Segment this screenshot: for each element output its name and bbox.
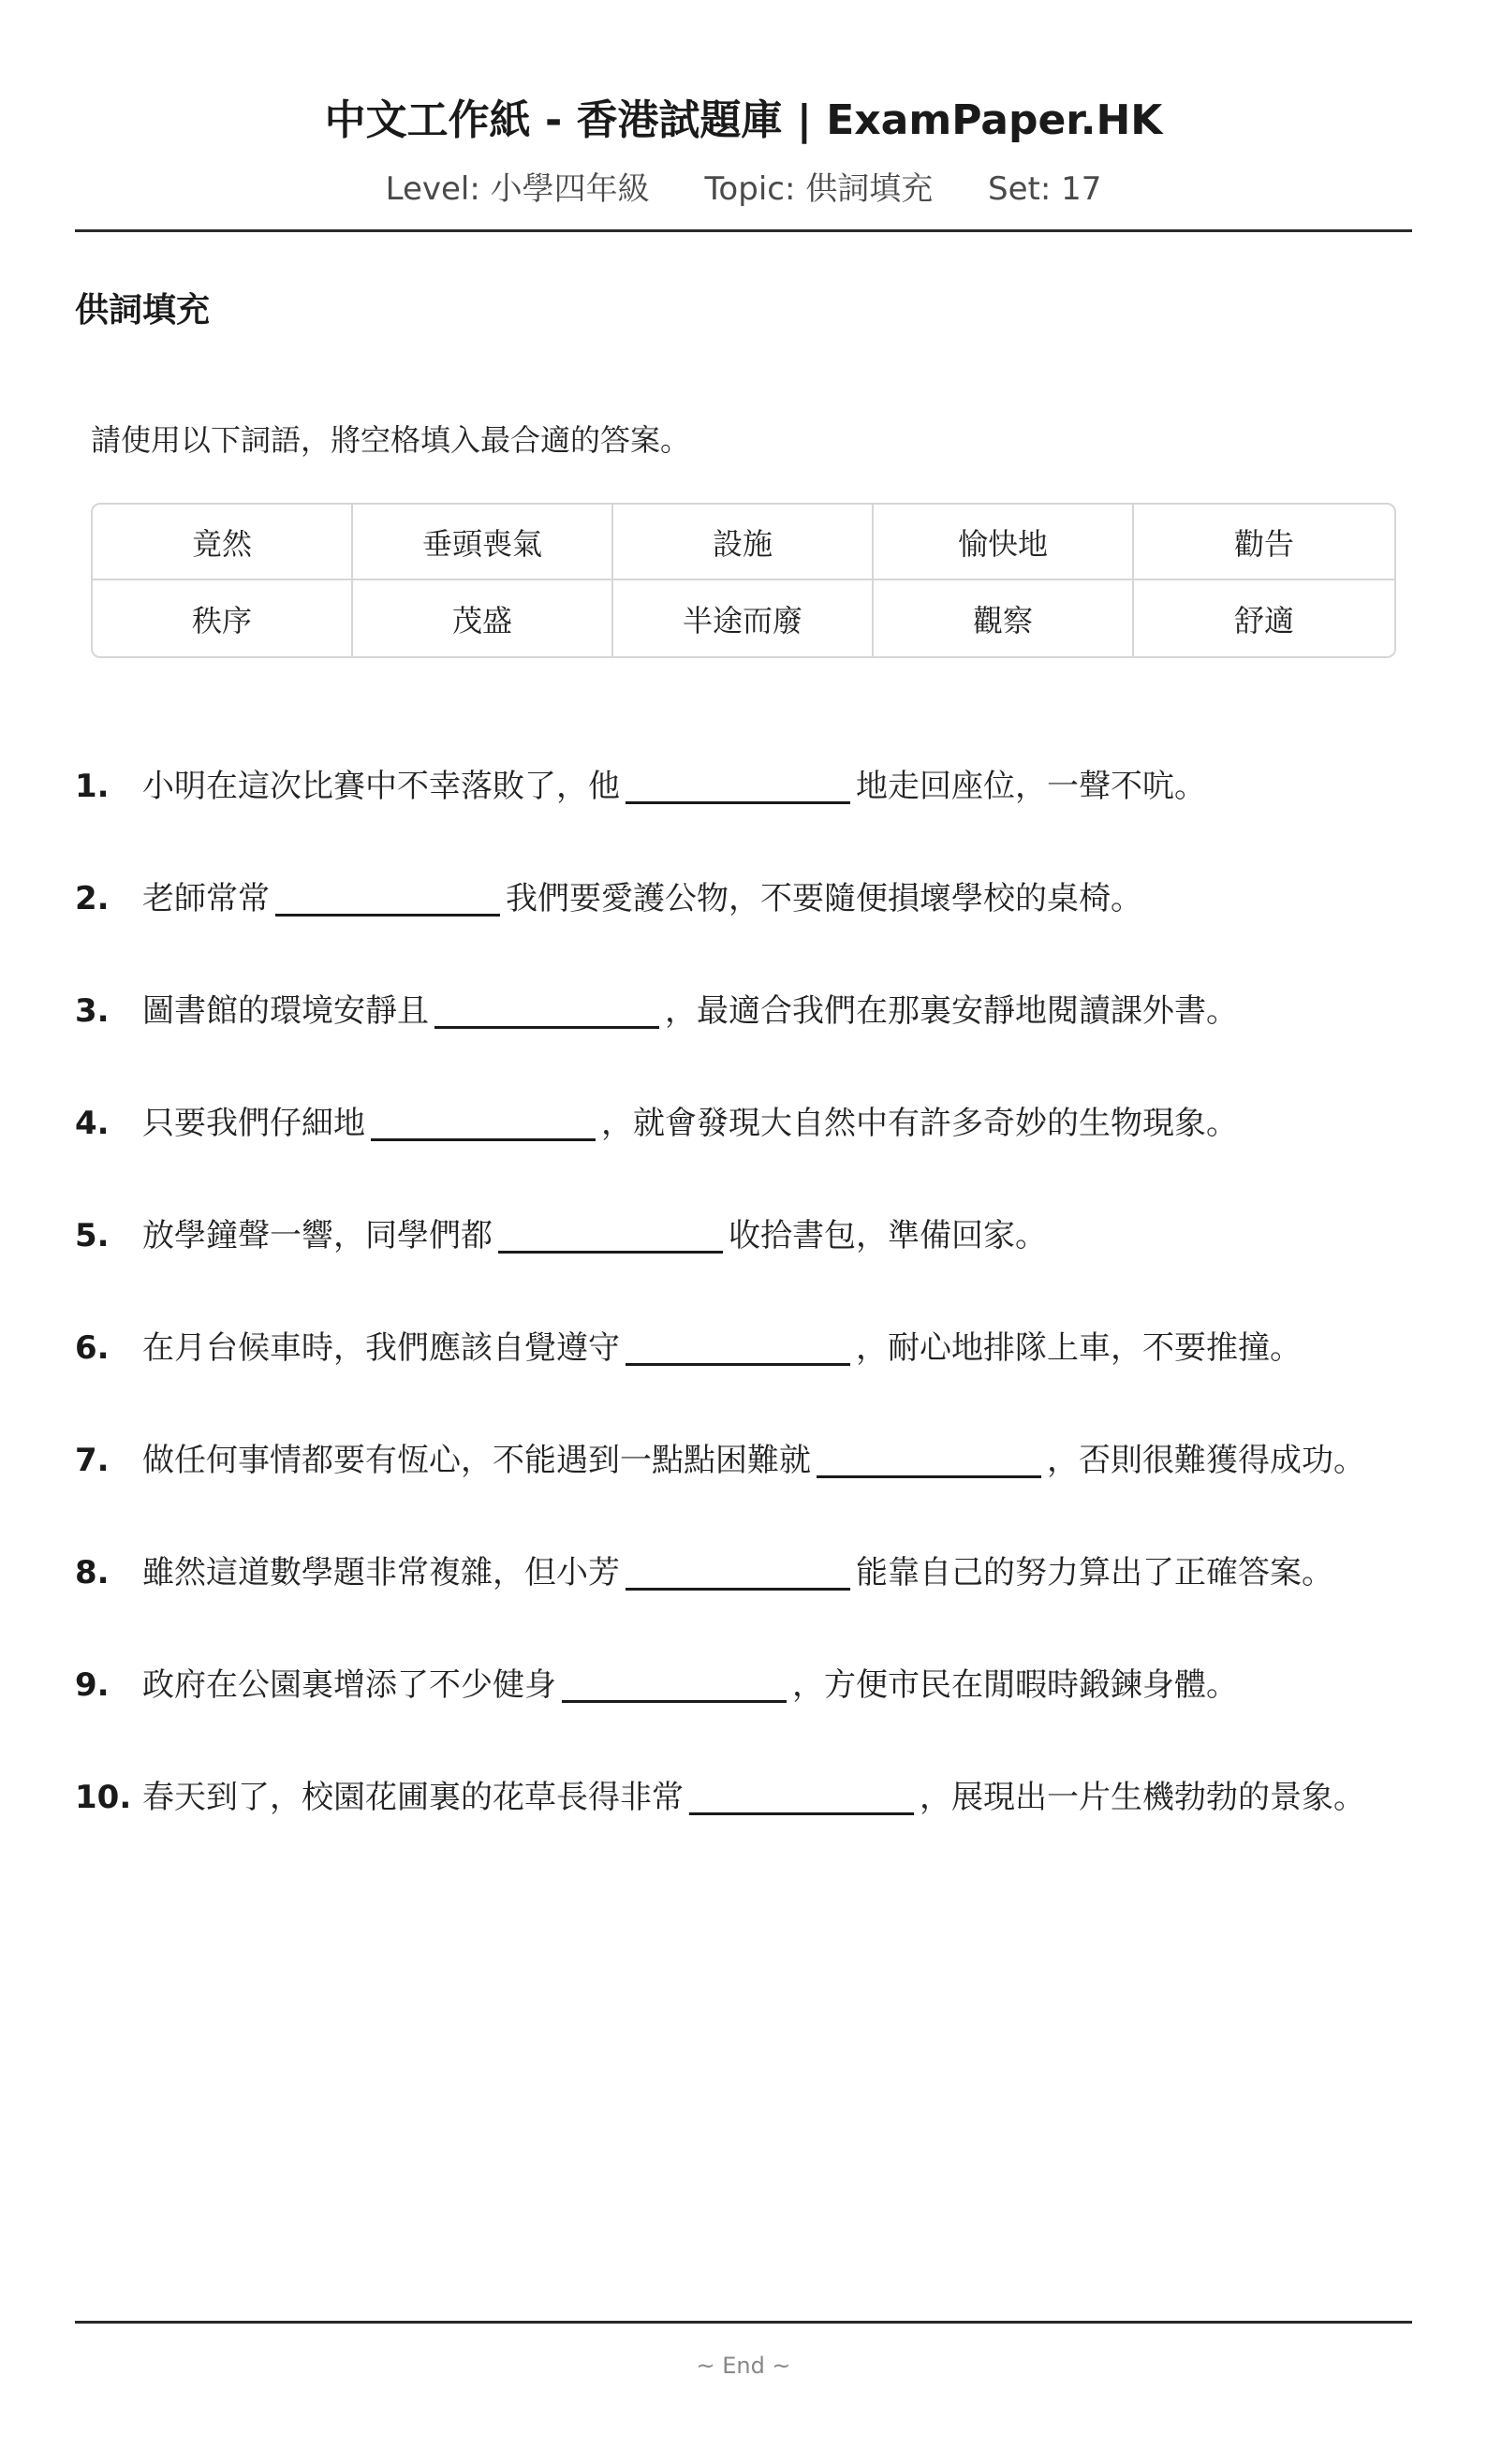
word-bank-item: 半途而廢 (613, 580, 874, 656)
header-divider (75, 229, 1412, 232)
question-number: 1. (75, 768, 110, 805)
word-bank-item: 秩序 (93, 580, 353, 656)
word-bank-item: 勸告 (1134, 505, 1394, 580)
instruction-text: 請使用以下詞語，將空格填入最合適的答案。 (91, 422, 691, 458)
question-item (75, 1095, 1412, 1151)
question-text (142, 871, 1412, 927)
word-bank-item: 舒適 (1233, 602, 1294, 638)
question-list (75, 758, 1412, 1882)
answer-blank[interactable] (689, 1777, 914, 1815)
level-label: Level: 小學四年級 (385, 170, 650, 208)
footer-divider (75, 2321, 1412, 2324)
answer-blank[interactable] (434, 990, 659, 1029)
question-text (142, 758, 1412, 814)
question-number: 2. (75, 880, 110, 917)
question-item (75, 1208, 1412, 1264)
question-text-before: 只要我們仔細地 (142, 1105, 365, 1142)
question-text (142, 983, 1412, 1039)
question-text (142, 1769, 1412, 1826)
worksheet-title: 中文工作紙 - 香港試題庫 | ExamPaper.HK (324, 96, 1163, 144)
question-number: 9. (75, 1666, 110, 1704)
word-bank-item: 觀察 (874, 580, 1134, 656)
question-text-after: 我們要愛護公物，不要隨便損壞學校的桌椅。 (506, 880, 1142, 917)
question-text (142, 1208, 1412, 1264)
question-number: 10. (75, 1779, 132, 1816)
question-item (75, 1769, 1412, 1826)
question-item (75, 871, 1412, 927)
word-bank-item: 茂盛 (353, 580, 613, 656)
question-text-before: 老師常常 (142, 880, 270, 917)
worksheet-meta (75, 163, 1412, 209)
set-label: Set: 17 (988, 170, 1102, 208)
question-item (75, 1657, 1412, 1713)
question-item (75, 1545, 1412, 1601)
question-number: 5. (75, 1217, 110, 1254)
worksheet-page (75, 0, 1412, 2464)
topic-label: Topic: 供詞填充 (704, 170, 934, 208)
question-text-after: 收拾書包，準備回家。 (729, 1217, 1047, 1254)
word-bank-item: 設施 (613, 505, 874, 580)
word-bank-item: 垂頭喪氣 (353, 505, 613, 580)
question-text-after: ，否則很難獲得成功。 (1047, 1442, 1365, 1479)
question-item (75, 983, 1412, 1039)
question-text-before: 做任何事情都要有恆心，不能遇到一點點困難就 (142, 1442, 811, 1479)
word-bank (91, 503, 1396, 658)
answer-blank[interactable] (626, 1552, 850, 1591)
question-text-before: 圖書館的環境安靜且 (142, 992, 429, 1030)
answer-blank[interactable] (498, 1215, 723, 1254)
question-number: 7. (75, 1442, 110, 1479)
question-number: 8. (75, 1554, 110, 1591)
answer-blank[interactable] (371, 1103, 596, 1141)
question-text (142, 1320, 1412, 1376)
question-text-before: 在月台候車時，我們應該自覺遵守 (142, 1329, 620, 1367)
question-text (142, 1657, 1412, 1713)
answer-blank[interactable] (275, 878, 500, 917)
question-text (142, 1095, 1412, 1151)
section-title: 供詞填充 (75, 291, 211, 330)
question-text-after: ，方便市民在閒暇時鍛鍊身體。 (792, 1666, 1238, 1704)
question-text-after: ，最適合我們在那裏安靜地閱讀課外書。 (665, 992, 1238, 1030)
word-bank-item: 愉快地 (874, 505, 1134, 580)
question-item (75, 1320, 1412, 1376)
answer-blank[interactable] (817, 1440, 1041, 1478)
footer-end-text: ~ End ~ (696, 2353, 791, 2379)
question-text (142, 1432, 1412, 1489)
answer-blank[interactable] (626, 1327, 850, 1366)
question-text-before: 政府在公園裏增添了不少健身 (142, 1666, 556, 1704)
answer-blank[interactable] (626, 766, 850, 804)
question-text-before: 小明在這次比賽中不幸落敗了，他 (142, 768, 620, 805)
question-text-after: 能靠自己的努力算出了正確答案。 (856, 1554, 1333, 1591)
question-text-after: ，耐心地排隊上車，不要推撞。 (856, 1329, 1302, 1367)
question-item (75, 1432, 1412, 1489)
answer-blank[interactable] (562, 1665, 787, 1703)
question-number: 6. (75, 1329, 110, 1367)
question-text-before: 放學鐘聲一響，同學們都 (142, 1217, 493, 1254)
question-text (142, 1545, 1412, 1601)
question-number: 3. (75, 992, 110, 1030)
question-item (75, 758, 1412, 814)
word-bank-item: 竟然 (93, 505, 353, 580)
question-text-after: ，就會發現大自然中有許多奇妙的生物現象。 (601, 1105, 1238, 1142)
question-text-after: 地走回座位，一聲不吭。 (856, 768, 1206, 805)
question-number: 4. (75, 1105, 110, 1142)
question-text-before: 春天到了，校園花圃裏的花草長得非常 (142, 1779, 684, 1816)
question-text-after: ，展現出一片生機勃勃的景象。 (920, 1779, 1365, 1816)
question-text-before: 雖然這道數學題非常複雜，但小芳 (142, 1554, 620, 1591)
